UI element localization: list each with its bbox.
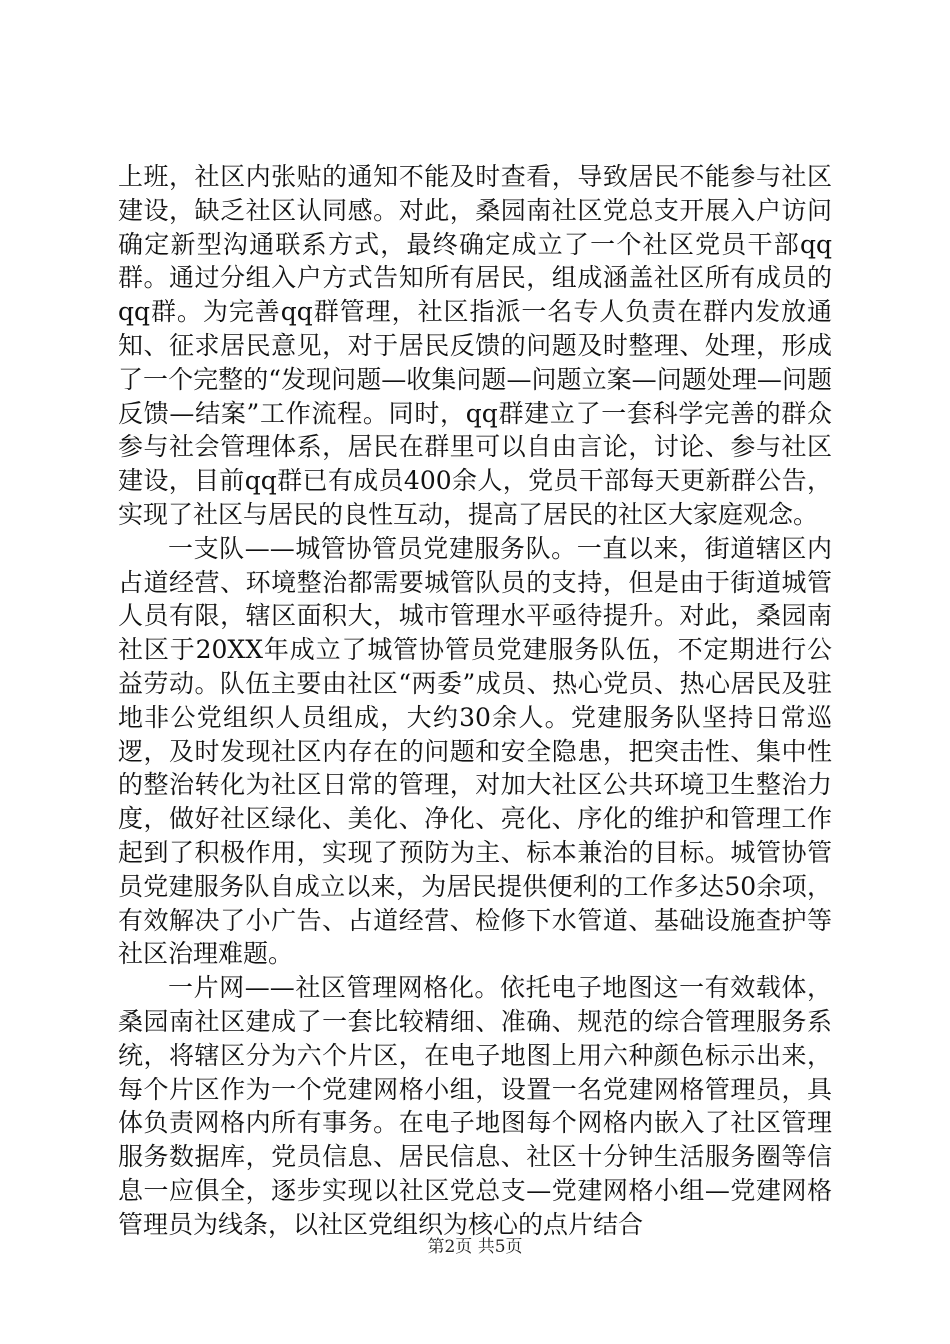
paragraph-service-team: 一支队——城管协管员党建服务队。一直以来，街道辖区内占道经营、环境整治都需要城管队员的支持，但是由于街道城管人员有限，辖区面积大，城市管理水平亟待提升。对此，桑园南社区于20XX年成立了城管协管员党建服务队伍，不定期进行公益劳动。队伍主要由社区“两委”成员、热心党员、热心居民及驻地非公党组织人员组成，大约30余人。党建服务队坚持日常巡逻，及时发现社区内存在的问题和安全隐患，把突击性、集中性的整治转化为社区日常的管理，对加大社区公共环境卫生整治力度，做好社区绿化、美化、净化、亮化、序化的维护和管理工作起到了积极作用，实现了预防为主、标本兼治的目标。城管协管员党建服务队自成立以来，为居民提供便利的工作多达50余项，有效解决了小广告、占道经营、检修下水管道、基础设施查护等社区治理难题。 <box>118 533 832 969</box>
paragraph-grid-management: 一片网——社区管理网格化。依托电子地图这一有效载体，桑园南社区建成了一套比较精细、准确、规范的综合管理服务系统，将辖区分为六个片区，在电子地图上用六种颜色标示出来，每个片区作为一个党建网格小组，设置一名党建网格管理员，具体负责网格内所有事务。在电子地图每个网格内嵌入了社区管理服务数据库，党员信息、居民信息、社区十分钟生活服务圈等信息一应俱全，逐步实现以社区党总支—党建网格小组—党建网格管理员为线条，以社区党组织为核心的点片结合 <box>118 973 832 1239</box>
page-number-footer: 第2页 共5页 <box>427 1237 523 1257</box>
document-body <box>118 160 832 1242</box>
paragraph-qq-group-continued: 上班，社区内张贴的通知不能及时查看，导致居民不能参与社区建设，缺乏社区认同感。对此，桑园南社区党总支开展入户访问确定新型沟通联系方式，最终确定成立了一个社区党员干部qq群。通过分组入户方式告知所有居民，组成涵盖社区所有成员的qq群。为完善qq群管理，社区指派一名专人负责在群内发放通知、征求居民意见，对于居民反馈的问题及时整理、处理，形成了一个完整的“发现问题—收集问题—问题立案—问题处理—问题反馈—结案”工作流程。同时，qq群建立了一套科学完善的群众参与社会管理体系，居民在群里可以自由言论，讨论、参与社区建设，目前qq群已有成员400余人，党员干部每天更新群公告，实现了社区与居民的良性互动，提高了居民的社区大家庭观念。 <box>118 162 832 529</box>
